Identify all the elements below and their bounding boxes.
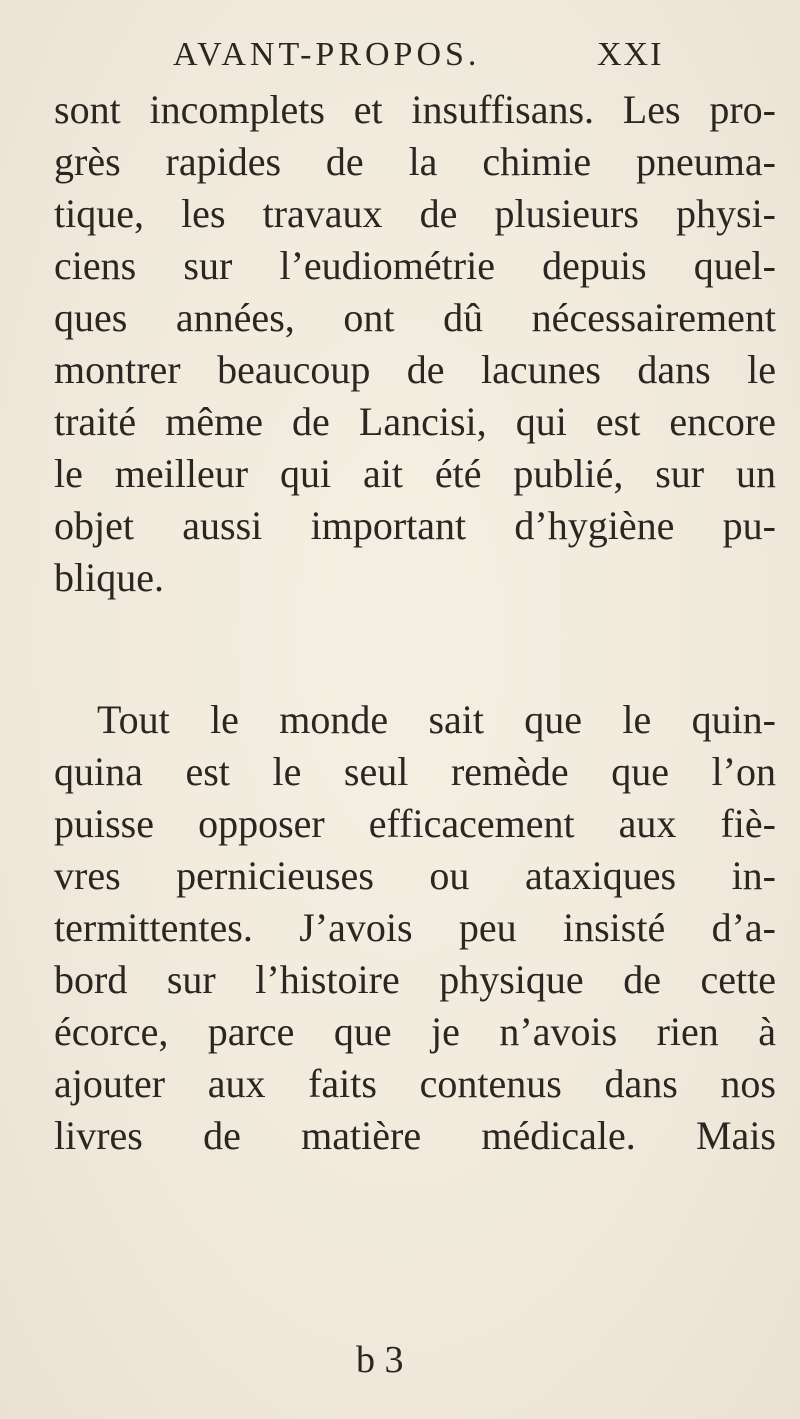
running-title: AVANT-PROPOS. (173, 36, 481, 73)
text-line: blique. (54, 555, 164, 600)
text-line: livres de matière médicale. Mais (54, 1113, 776, 1158)
text-line: tique, les travaux de plusieurs physi- (54, 191, 776, 236)
text-line: sont incomplets et insuffisans. Les pro- (54, 87, 776, 132)
text-line: ciens sur l’eudiométrie depuis quel- (54, 243, 776, 288)
text-line: objet aussi important d’hygiène pu- (54, 503, 776, 548)
text-line: ques années, ont dû nécessairement (54, 295, 776, 340)
page-number: XXI (597, 36, 664, 73)
text-line: grès rapides de la chimie pneuma- (54, 139, 776, 184)
text-line: vres pernicieuses ou ataxiques in- (54, 853, 776, 898)
text-line: traité même de Lancisi, qui est encore (54, 399, 776, 444)
text-line: termittentes. J’avois peu insisté d’a- (54, 905, 776, 950)
text-line: bord sur l’histoire physique de cette (54, 957, 776, 1002)
text-line: écorce, parce que je n’avois rien à (54, 1009, 776, 1054)
text-line: quina est le seul remède que l’on (54, 749, 776, 794)
text-line: Tout le monde sait que le quin- (97, 697, 776, 742)
signature-mark: b 3 (356, 1339, 404, 1381)
text-line: ajouter aux faits contenus dans nos (54, 1061, 776, 1106)
page-header (173, 30, 773, 80)
text-line: le meilleur qui ait été publié, sur un (54, 451, 776, 496)
text-line: puisse opposer efficacement aux fiè- (54, 801, 776, 846)
text-line: montrer beaucoup de lacunes dans le (54, 347, 776, 392)
